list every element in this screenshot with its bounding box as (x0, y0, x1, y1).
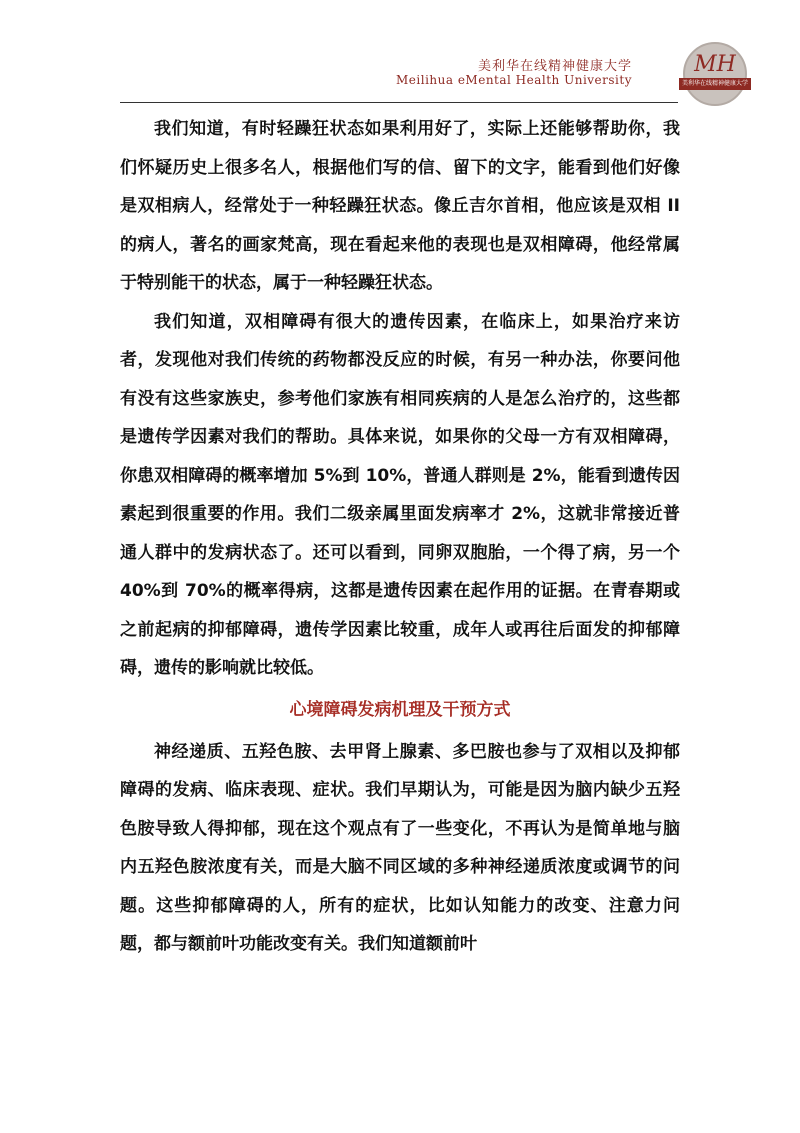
body-paragraph: 我们知道，有时轻躁狂状态如果利用好了，实际上还能够帮助你，我们怀疑历史上很多名人，根据他们写的信、留下的文字，能看到他们好像是双相病人，经常处于一种轻躁狂状态。像丘吉尔首相，他应该是双相 II 的病人，著名的画家梵高，现在看起来他的表现也是双相障碍，他经常属于特别能干的状态，属于一种轻躁狂状态。 (120, 119, 680, 293)
body-paragraph: 神经递质、五羟色胺、去甲肾上腺素、多巴胺也参与了双相以及抑郁障碍的发病、临床表现、症状。我们早期认为，可能是因为脑内缺少五羟色胺导致人得抑郁，现在这个观点有了一些变化，不再认为是简单地与脑内五羟色胺浓度有关，而是大脑不同区域的多种神经递质浓度或调节的问题。这些抑郁障碍的人，所有的症状，比如认知能力的改变、注意力问题，都与额前叶功能改变有关。我们知道额前叶 (120, 741, 680, 954)
university-logo (683, 42, 747, 106)
page-header (0, 0, 800, 110)
org-name-cn: 美利华在线精神健康大学 (477, 59, 632, 74)
section-title: 心境障碍发病机理及干预方式 (289, 699, 511, 720)
document-body (120, 110, 680, 964)
org-name-en: Meilihua eMental Health University (396, 73, 632, 87)
header-divider (120, 102, 678, 103)
body-paragraph: 我们知道，双相障碍有很大的遗传因素，在临床上，如果治疗来访者，发现他对我们传统的药物都没反应的时候，有另一种办法，你要问他有没有这些家族史，参考他们家族有相同疾病的人是怎么治疗的，这些都是遗传学因素对我们的帮助。具体来说，如果你的父母一方有双相障碍，你患双相障碍的概率增加 5%到 10%，普通人群则是 2%，能看到遗传因素起到很重要的作用。我们二级亲属里面发病率才 2%，这就非常接近普通人群中的发病状态了。还可以看到，同卵双胞胎，一个得了病，另一个 40%到 70%的概率得病，这都是遗传因素在起作用的证据。在青春期或之前起病的抑郁障碍，遗传学因素比较重，成年人或再往后面发的抑郁障碍，遗传的影响就比较低。 (120, 311, 680, 678)
logo-band: 美利华在线精神健康大学 (679, 78, 751, 90)
logo-monogram: MH (694, 52, 736, 77)
